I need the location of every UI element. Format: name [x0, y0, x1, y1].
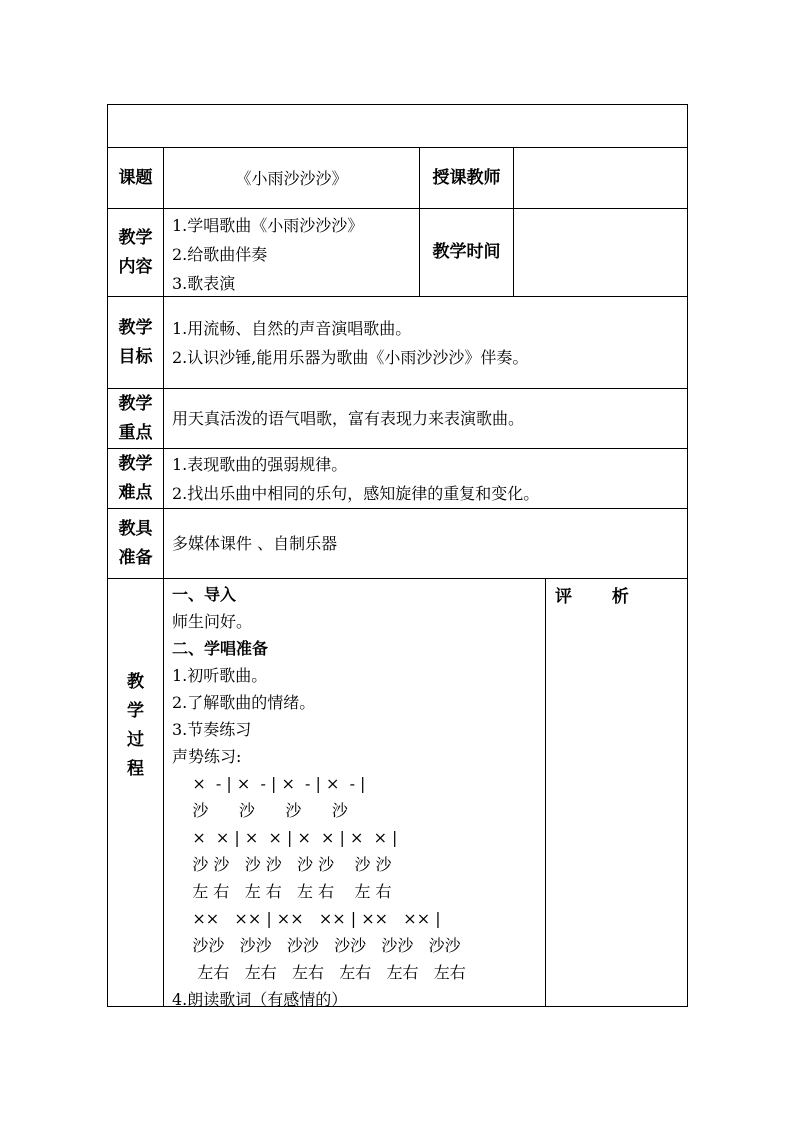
- process-line: 1.初听歌曲。: [172, 666, 268, 685]
- rhythm-line: × - | × - | × - | × - |: [172, 774, 366, 793]
- content-label: [108, 209, 163, 296]
- title-row: [108, 105, 687, 147]
- process-line: 4.朗读歌词（有感情的）: [172, 990, 348, 1009]
- goals-label-line-1: 教学: [118, 317, 153, 338]
- process-line: 3.节奏练习: [172, 720, 252, 739]
- difficulty-item: 2.找出乐曲中相同的乐句，感知旋律的重复和变化。: [172, 484, 540, 503]
- process-line: 师生问好。: [172, 612, 253, 631]
- rhythm-line: 沙 沙 沙 沙 沙 沙 沙 沙: [172, 855, 392, 874]
- content-label-line-1: 教学: [118, 227, 153, 248]
- process-line: 2.了解歌曲的情绪。: [172, 693, 316, 712]
- process-label-char: 学: [127, 701, 144, 721]
- label-column-divider: [163, 147, 164, 1007]
- process-heading-intro: 一、导入: [172, 585, 237, 604]
- difficulties-label: [108, 449, 163, 508]
- content-item: 1.学唱歌曲《小雨沙沙沙》: [172, 216, 364, 235]
- process-heading-prep: 二、学唱准备: [172, 639, 269, 658]
- comment-label: 评 析: [555, 587, 629, 607]
- process-label-char: 过: [127, 730, 144, 750]
- key-points-label: [108, 389, 163, 448]
- difficulty-item: 1.表现歌曲的强弱规律。: [172, 455, 348, 474]
- content-item: 2.给歌曲伴奏: [172, 245, 268, 264]
- rhythm-line: 左 右 左 右 左 右 左 右: [172, 882, 392, 901]
- difficulties-label-line-1: 教学: [118, 453, 153, 474]
- difficulties-items: [172, 450, 684, 508]
- process-label-char: 教: [127, 672, 144, 692]
- goal-item: 1.用流畅、自然的声音演唱歌曲。: [172, 319, 412, 338]
- goals-label: [108, 297, 163, 388]
- rhythm-line: ×× ×× | ×× ×× | ×× ×× |: [172, 909, 441, 928]
- content-label-line-2: 内容: [118, 256, 153, 277]
- tools-label: [108, 509, 163, 578]
- process-label: [108, 664, 163, 788]
- comment-column-divider: [545, 578, 546, 1007]
- rhythm-line: 左右 左右 左右 左右 左右 左右: [172, 963, 466, 982]
- content-item: 3.歌表演: [172, 274, 236, 293]
- time-value: [514, 209, 687, 296]
- process-label-char: 程: [127, 759, 144, 779]
- process-line: 声势练习:: [172, 747, 242, 766]
- key-points-label-line-2: 重点: [118, 422, 153, 443]
- teacher-label: 授课教师: [432, 167, 501, 188]
- goals-items: [172, 314, 684, 374]
- goals-label-line-2: 目标: [118, 346, 153, 367]
- rhythm-line: 沙 沙 沙 沙: [172, 801, 348, 820]
- key-points-label-line-1: 教学: [118, 393, 153, 414]
- tools-label-line-2: 准备: [118, 547, 153, 568]
- tools-label-line-1: 教具: [118, 518, 153, 539]
- rhythm-line: 沙沙 沙沙 沙沙 沙沙 沙沙 沙沙: [172, 936, 461, 955]
- row-divider: [107, 448, 688, 449]
- tools-text: 多媒体课件 、自制乐器: [172, 534, 338, 553]
- topic-label: 课题: [118, 167, 153, 188]
- topic-value: 《小雨沙沙沙》: [235, 168, 348, 188]
- process-content: [172, 581, 544, 1009]
- table-border-right: [687, 104, 688, 1007]
- time-label: 教学时间: [432, 242, 501, 262]
- rhythm-line: × × | × × | × × | × × |: [172, 828, 398, 847]
- content-items: [172, 211, 417, 295]
- teacher-value: [514, 148, 687, 208]
- row-divider: [107, 578, 688, 579]
- goal-item: 2.认识沙锤,能用乐器为歌曲《小雨沙沙沙》伴奏。: [172, 348, 529, 367]
- difficulties-label-line-2: 难点: [118, 482, 153, 503]
- key-points-text: 用天真活泼的语气唱歌，富有表现力来表演歌曲。: [172, 409, 525, 428]
